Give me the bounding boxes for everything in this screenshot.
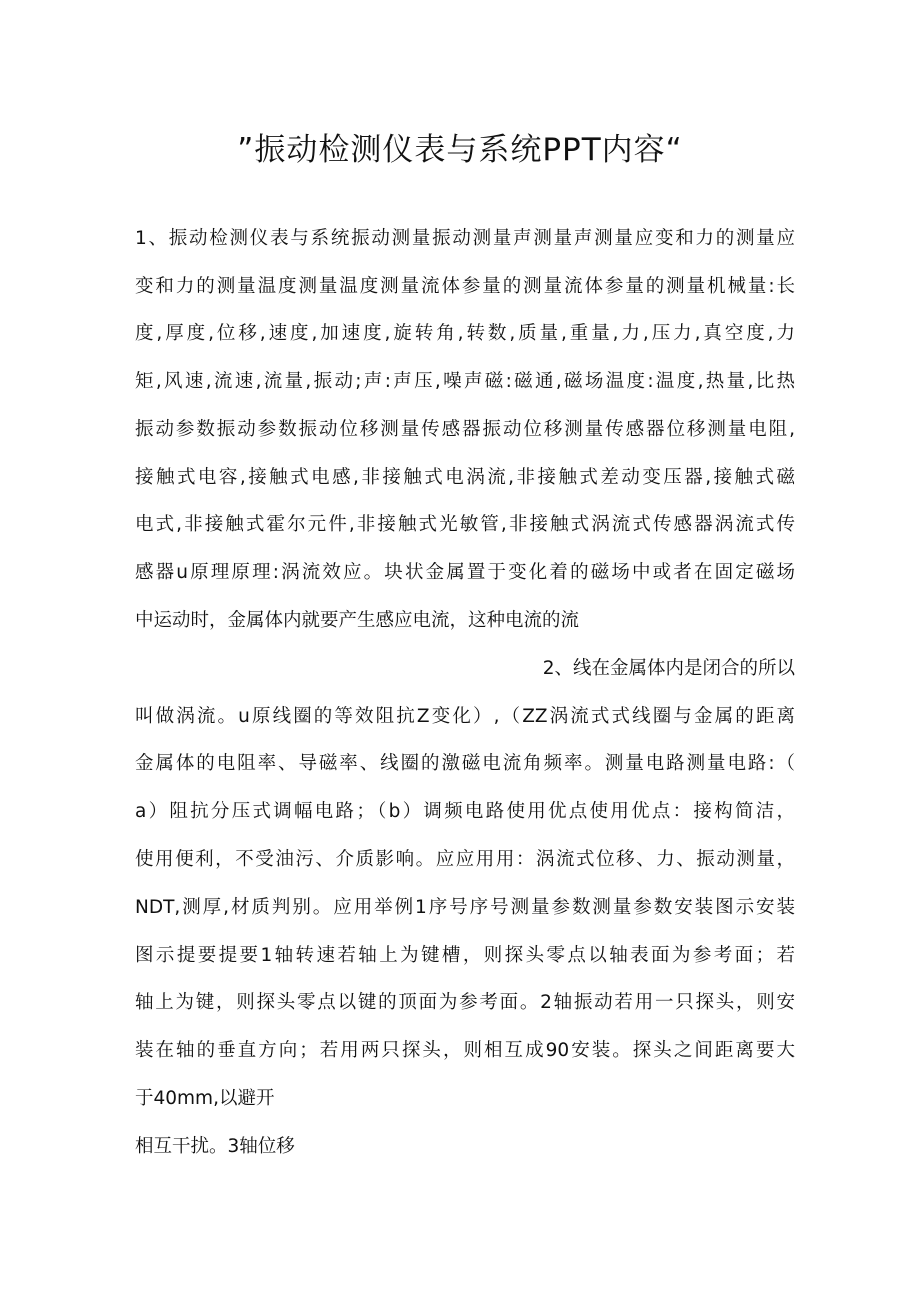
paragraph-line: 振动参数振动参数振动位移测量传感器振动位移测量传感器位移测量电阻, [135,419,795,440]
paragraph-line: 1、振动检测仪表与系统振动测量振动测量声测量声测量应变和力的测量应 [135,228,795,249]
paragraph-line-numbered: 2、线在金属体内是闭合的所以 [542,658,795,679]
document-title: ”振动检测仪表与系统PPT内容“ [237,132,683,168]
paragraph-line: 矩,风速,流速,流量,振动;声:声压,噪声磁:磁通,磁场温度:温度,热量,比热 [135,371,795,392]
paragraph-line: 度,厚度,位移,速度,加速度,旋转角,转数,质量,重量,力,压力,真空度,力 [135,323,795,344]
paragraph-line: 于40mm,以避开 [135,1088,275,1109]
paragraph-line: 接触式电容,接触式电感,非接触式电涡流,非接触式差动变压器,接触式磁 [135,467,795,488]
paragraph-line: a）阻抗分压式调幅电路；（b）调频电路使用优点使用优点：接构简洁， [135,801,795,822]
paragraph-line: 感器u原理原理:涡流效应。块状金属置于变化着的磁场中或者在固定磁场 [135,562,795,583]
paragraph-line: 金属体的电阻率、导磁率、线圈的激磁电流角频率。测量电路测量电路:（ [135,753,795,774]
paragraph-line: 轴上为键，则探头零点以键的顶面为参考面。2轴振动若用一只探头，则安 [135,992,795,1013]
paragraph-line: NDT,测厚,材质判别。应用举例1序号序号测量参数测量参数安装图示安装 [135,897,795,918]
paragraph-line: 变和力的测量温度测量温度测量流体参量的测量流体参量的测量机械量:长 [135,276,795,297]
paragraph-line: 中运动时，金属体内就要产生感应电流，这种电流的流 [135,610,580,631]
paragraph-line: 装在轴的垂直方向；若用两只探头，则相互成90安装。探头之间距离要大 [135,1040,795,1061]
paragraph-line: 电式,非接触式霍尔元件,非接触式光敏管,非接触式涡流式传感器涡流式传 [135,514,795,535]
paragraph-line: 叫做涡流。u原线圈的等效阻抗Z变化）,（ZZ涡流式式线圈与金属的距离 [135,706,795,727]
paragraph-line: 使用便利，不受油污、介质影响。应应用用：涡流式位移、力、振动测量， [135,849,795,870]
paragraph-line: 图示提要提要1轴转速若轴上为键槽，则探头零点以轴表面为参考面；若 [135,945,795,966]
paragraph-line: 相互干扰。3轴位移 [135,1136,295,1157]
